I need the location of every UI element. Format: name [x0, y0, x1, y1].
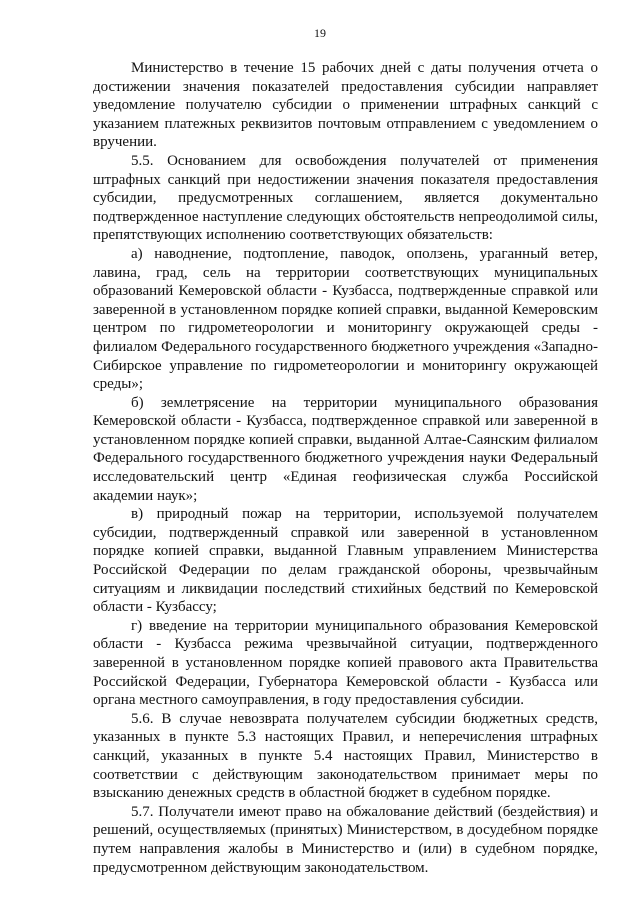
list-item-a: а) наводнение, подтопление, паводок, оползень, ураганный ветер, лавина, град, сель на территории соответствующих муниципальных образований Кемеровской области - Кузбасса, подтвержденные справкой или заверенной в установленном порядке копией справки, выданной Кемеровским центром по гидрометеорологии и мониторингу окружающей среды - филиалом Федерального государственного бюджетного учреждения «Западно-Сибирское управление по гидрометеорологии и мониторингу окружающей среды»;	[93, 245, 598, 393]
paragraph-5-7: 5.7. Получатели имеют право на обжалование действий (бездействия) и решений, осуществляемых (принятых) Министерством, в досудебном порядке путем направления жалобы в Министерство и (или) в судебном порядке, предусмотренном действующим законодательством.	[93, 803, 598, 876]
paragraph-5-5: 5.5. Основанием для освобождения получателей от применения штрафных санкций при недостижении значения показателя предоставления субсидии, предусмотренных соглашением, является документально подтвержденное наступление следующих обстоятельств непреодолимой силы, препятствующих исполнению соответствующих обязательств:	[93, 152, 598, 244]
list-item-b: б) землетрясение на территории муниципального образования Кемеровской области - Кузбасса, подтвержденное справкой или заверенной в установленном порядке копией справки, выданной Алтае-Саянским филиалом Федерального государственного бюджетного учреждения науки Федеральный исследовательский центр «Единая геофизическая служба Российской академии наук»;	[93, 394, 598, 504]
paragraph-notification: Министерство в течение 15 рабочих дней с даты получения отчета о достижении значения показателей предоставления субсидии направляет уведомление получателю субсидии о применении штрафных санкций с указанием платежных реквизитов почтовым отправлением с уведомлением о вручении.	[93, 60, 598, 151]
paragraph-5-6: 5.6. В случае невозврата получателем субсидии бюджетных средств, указанных в пункте 5.3 настоящих Правил, и неперечисления штрафных санкций, указанных в пункте 5.4 настоящих Правил, Министерство в соответствии с действующим законодательством принимает меры по взысканию денежных средств в областной бюджет в судебном порядке.	[93, 710, 598, 802]
page-number: 19	[314, 26, 326, 40]
list-item-v: в) природный пожар на территории, используемой получателем субсидии, подтвержденный справкой или заверенной в установленном порядке копией справки, выданной Главным управлением Министерства Российской Федерации по делам гражданской обороны, чрезвычайным ситуациям и ликвидации последствий стихийных бедствий по Кемеровской области - Кузбассу;	[93, 506, 598, 616]
list-item-g: г) введение на территории муниципального образования Кемеровской области - Кузбасса режима чрезвычайной ситуации, подтвержденного заверенной в установленном порядке копией правового акта Правительства Российской Федерации, Губернатора Кемеровской области - Кузбасса или органа местного самоуправления, в году предоставления субсидии.	[93, 617, 598, 709]
document-body	[93, 59, 598, 877]
